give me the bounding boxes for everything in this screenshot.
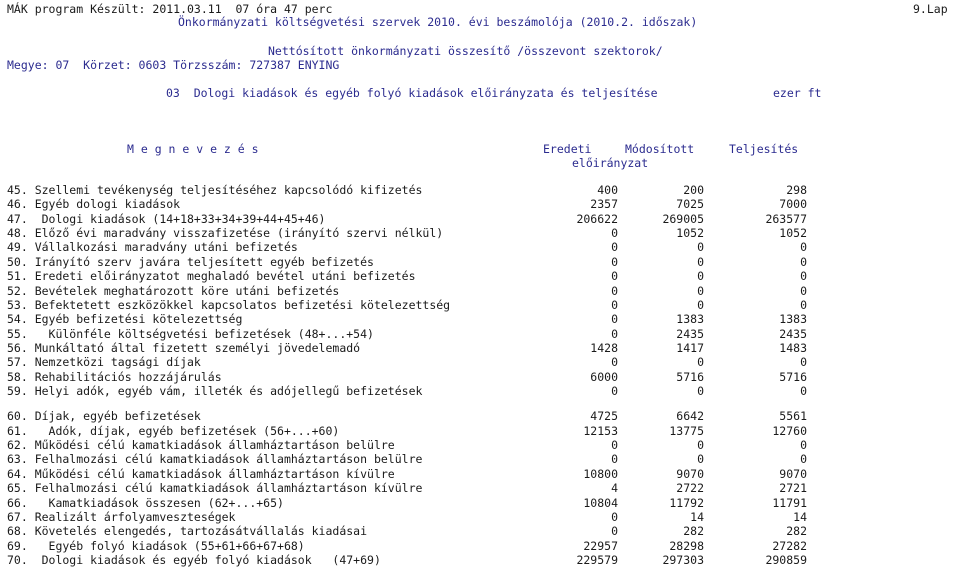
column-name-header: M e g n e v e z é s	[127, 142, 259, 156]
table-row	[7, 240, 807, 254]
unit-label: ezer ft	[773, 86, 822, 100]
performance-value: 0	[800, 355, 807, 370]
row-label: 46. Egyéb dologi kiadások	[7, 197, 181, 212]
modified-value: 6642	[676, 409, 704, 424]
table-row	[7, 438, 807, 452]
row-label: 57. Nemzetközi tagsági díjak	[7, 355, 201, 370]
table-row	[7, 496, 807, 510]
original-value: 2357	[590, 197, 618, 212]
report-subtitle: Nettósított önkormányzati összesítő /összevont szektorok/	[268, 44, 663, 58]
row-label: 47. Dologi kiadások (14+18+33+34+39+44+45+46)	[7, 211, 326, 226]
table-row	[7, 384, 807, 398]
modified-value: 269005	[662, 211, 704, 226]
original-value: 0	[611, 269, 618, 284]
modified-value: 297303	[662, 553, 704, 567]
performance-value: 14	[793, 509, 807, 524]
row-label: 52. Bevételek meghatározott köre utáni befizetés	[7, 283, 340, 298]
original-value: 22957	[583, 538, 618, 553]
table-row	[7, 312, 807, 326]
modified-value: 7025	[676, 197, 704, 212]
row-label: 59. Helyi adók, egyéb vám, illeték és adójellegű befizetések	[7, 384, 423, 399]
row-label: 69. Egyéb folyó kiadások (55+61+66+67+68)	[7, 538, 305, 553]
table-row	[7, 539, 807, 553]
original-value: 1428	[590, 340, 618, 355]
performance-value: 0	[800, 240, 807, 255]
performance-value: 27282	[772, 538, 807, 553]
modified-value: 11792	[669, 495, 704, 510]
modified-value: 0	[697, 297, 704, 312]
table-row	[7, 298, 807, 312]
performance-value: 2721	[779, 481, 807, 496]
table-row	[7, 424, 807, 438]
row-label: 55. Különféle költségvetési befizetések (48+...+54)	[7, 326, 374, 341]
original-value: 0	[611, 240, 618, 255]
table-row	[7, 183, 807, 197]
row-label: 54. Egyéb befizetési kötelezettség	[7, 312, 243, 327]
modified-value: 0	[697, 384, 704, 399]
original-value: 4	[611, 481, 618, 496]
table-row	[7, 370, 807, 384]
table-row	[7, 269, 807, 283]
original-value: 10800	[583, 466, 618, 481]
performance-value: 1052	[779, 226, 807, 241]
modified-value: 0	[697, 269, 704, 284]
original-value: 0	[611, 312, 618, 327]
modified-value: 0	[697, 355, 704, 370]
original-value: 0	[611, 384, 618, 399]
row-label: 58. Rehabilitációs hozzájárulás	[7, 369, 222, 384]
performance-value: 2435	[779, 326, 807, 341]
row-label: 67. Realizált árfolyamveszteségek	[7, 509, 236, 524]
performance-value: 12760	[772, 423, 807, 438]
performance-value: 0	[800, 254, 807, 269]
modified-value: 5716	[676, 369, 704, 384]
performance-value: 0	[800, 384, 807, 399]
modified-value: 28298	[669, 538, 704, 553]
row-label: 61. Adók, díjak, egyéb befizetések (56+...+60)	[7, 423, 340, 438]
row-label: 60. Díjak, egyéb befizetések	[7, 409, 201, 424]
program-info: MÁK program Készült: 2011.03.11 07 óra 47 perc	[7, 2, 333, 16]
page-number: 9.Lap	[913, 2, 948, 16]
original-value: 0	[611, 452, 618, 467]
table-row	[7, 255, 807, 269]
row-label: 64. Működési célú kamatkiadások államháztartáson kívülre	[7, 466, 395, 481]
row-label: 68. Követelés elengedés, tartozásátvállalás kiadásai	[7, 524, 368, 539]
modified-value: 1383	[676, 312, 704, 327]
original-value: 0	[611, 509, 618, 524]
table-row	[7, 467, 807, 481]
performance-value: 9070	[779, 466, 807, 481]
table-row	[7, 212, 807, 226]
report-title: Önkormányzati költségvetési szervek 2010. évi beszámolója (2010.2. időszak)	[178, 15, 698, 29]
row-label: 65. Felhalmozási célú kamatkiadások államháztartáson kívülre	[7, 481, 423, 496]
original-value: 229579	[576, 553, 618, 567]
table-row	[7, 284, 807, 298]
column-modified-subheader: előirányzat	[572, 156, 649, 170]
table-row	[7, 553, 807, 567]
row-label: 50. Irányító szerv javára teljesített egyéb befizetés	[7, 254, 374, 269]
original-value: 0	[611, 326, 618, 341]
performance-value: 11791	[772, 495, 807, 510]
performance-value: 1383	[779, 312, 807, 327]
performance-value: 0	[800, 283, 807, 298]
modified-value: 282	[683, 524, 704, 539]
original-value: 206622	[576, 211, 618, 226]
original-value: 0	[611, 283, 618, 298]
modified-value: 0	[697, 438, 704, 453]
original-value: 0	[611, 254, 618, 269]
row-label: 45. Szellemi tevékenység teljesítéséhez kapcsolódó kifizetés	[7, 183, 423, 197]
table-row	[7, 341, 807, 355]
column-original-header: Eredeti	[543, 142, 592, 156]
modified-value: 2435	[676, 326, 704, 341]
row-label: 56. Munkáltató által fizetett személyi jövedelemadó	[7, 340, 361, 355]
modified-value: 1052	[676, 226, 704, 241]
table-row	[7, 327, 807, 341]
original-value: 0	[611, 226, 618, 241]
performance-value: 282	[786, 524, 807, 539]
performance-value: 0	[800, 297, 807, 312]
original-value: 0	[611, 297, 618, 312]
table-row	[7, 524, 807, 538]
modified-value: 2722	[676, 481, 704, 496]
row-label: 63. Felhalmozási célú kamatkiadások államháztartáson belülre	[7, 452, 423, 467]
section-title: 03 Dologi kiadások és egyéb folyó kiadások előirányzata és teljesítése	[166, 86, 658, 100]
table-row	[7, 197, 807, 211]
performance-value: 263577	[765, 211, 807, 226]
table-row	[7, 226, 807, 240]
performance-value: 290859	[765, 553, 807, 567]
column-performance-header: Teljesítés	[729, 142, 799, 156]
row-label: 62. Működési célú kamatkiadások államháztartáson belülre	[7, 438, 395, 453]
county-line: Megye: 07 Körzet: 0603 Törzsszám: 727387 ENYING	[7, 58, 340, 72]
table-row	[7, 510, 807, 524]
row-label: 48. Előző évi maradvány visszafizetése (irányító szervi nélkül)	[7, 226, 444, 241]
modified-value: 14	[690, 509, 704, 524]
original-value: 0	[611, 524, 618, 539]
performance-value: 298	[786, 183, 807, 197]
original-value: 400	[597, 183, 618, 197]
modified-value: 0	[697, 240, 704, 255]
row-label: 53. Befektetett eszközökkel kapcsolatos befizetési kötelezettség	[7, 297, 451, 312]
original-value: 0	[611, 438, 618, 453]
performance-value: 0	[800, 452, 807, 467]
performance-value: 1483	[779, 340, 807, 355]
modified-value: 0	[697, 283, 704, 298]
row-label: 70. Dologi kiadások és egyéb folyó kiadások (47+69)	[7, 553, 381, 567]
original-value: 4725	[590, 409, 618, 424]
modified-value: 1417	[676, 340, 704, 355]
table-row	[7, 452, 807, 466]
original-value: 0	[611, 355, 618, 370]
table-row	[7, 409, 807, 423]
original-value: 12153	[583, 423, 618, 438]
performance-value: 0	[800, 269, 807, 284]
row-label: 51. Eredeti előirányzatot meghaladó bevétel utáni befizetés	[7, 269, 416, 284]
performance-value: 5561	[779, 409, 807, 424]
modified-value: 0	[697, 452, 704, 467]
modified-value: 13775	[669, 423, 704, 438]
column-modified-header: Módosított	[625, 142, 695, 156]
performance-value: 5716	[779, 369, 807, 384]
modified-value: 0	[697, 254, 704, 269]
performance-value: 7000	[779, 197, 807, 212]
row-label: 66. Kamatkiadások összesen (62+...+65)	[7, 495, 284, 510]
row-label: 49. Vállalkozási maradvány utáni befizetés	[7, 240, 298, 255]
original-value: 10804	[583, 495, 618, 510]
table-row	[7, 355, 807, 369]
performance-value: 0	[800, 438, 807, 453]
modified-value: 200	[683, 183, 704, 197]
modified-value: 9070	[676, 466, 704, 481]
table-row	[7, 481, 807, 495]
original-value: 6000	[590, 369, 618, 384]
